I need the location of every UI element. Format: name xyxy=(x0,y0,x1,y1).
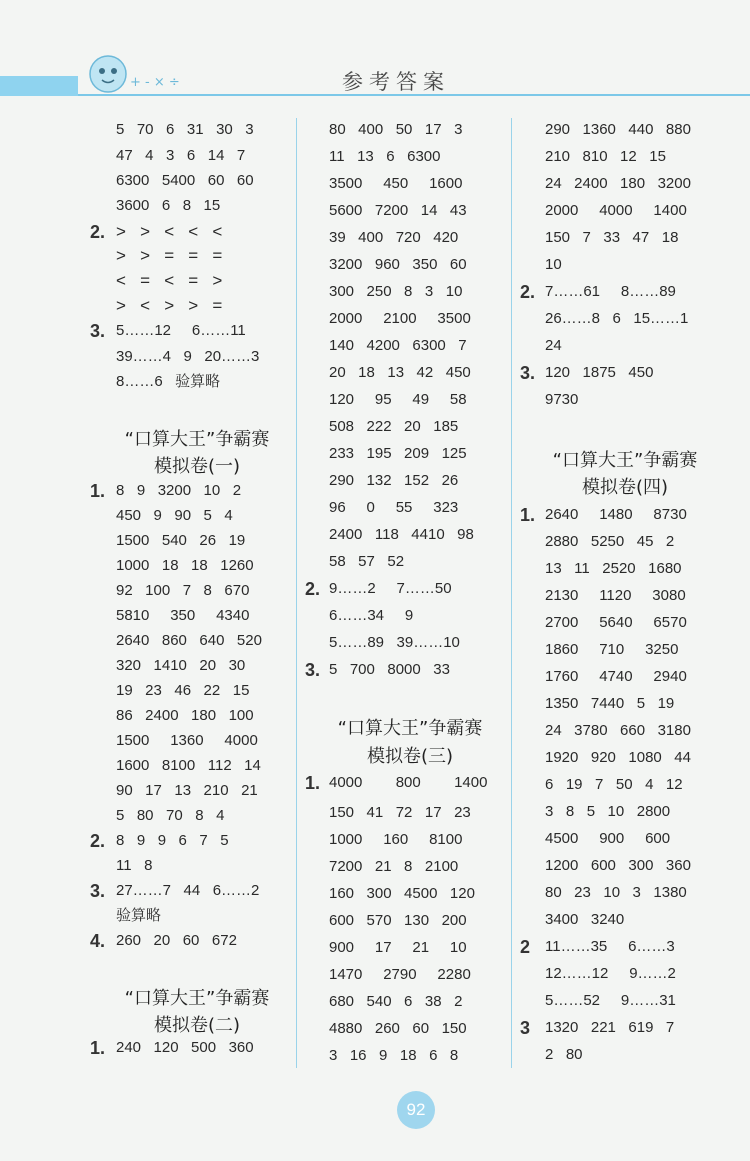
answer-line: 24 3780 660 3180 xyxy=(545,722,691,739)
answer-line: 900 17 21 10 xyxy=(329,939,467,956)
question-number: 2. xyxy=(520,282,536,302)
answer-line: 1760 4740 2940 xyxy=(545,668,687,685)
answer-line: 3200 960 350 60 xyxy=(329,256,467,273)
answer-line: 120 95 49 58 xyxy=(329,391,467,408)
answer-line: 13 11 2520 1680 xyxy=(545,560,682,577)
question-number: 4. xyxy=(90,931,106,951)
answer-line: 2130 1120 3080 xyxy=(545,587,686,604)
answer-line: 320 1410 20 30 xyxy=(116,657,246,674)
answer-line: 3 8 5 10 2800 xyxy=(545,803,671,820)
answer-line: 12……12 9……2 xyxy=(545,965,676,982)
answer-line: 120 1875 450 xyxy=(545,364,654,381)
answer-line: 11 13 6 6300 xyxy=(329,148,441,165)
answer-line: 150 41 72 17 23 xyxy=(329,804,471,821)
answer-line: 1350 7440 5 19 xyxy=(545,695,675,712)
answer-line: 11……35 6……3 xyxy=(545,938,675,955)
answer-line: 2000 4000 1400 xyxy=(545,202,687,219)
section-title: “口算大王”争霸赛 xyxy=(552,450,698,471)
answer-line: 24 2400 180 3200 xyxy=(545,175,691,192)
question-number: 1. xyxy=(90,481,106,501)
answer-line: 27……7 44 6……2 xyxy=(116,882,260,899)
answer-line: 6……34 9 xyxy=(329,607,414,624)
answer-line: 验算略 xyxy=(116,907,162,924)
answer-line: 5……52 9……31 xyxy=(545,992,676,1009)
answer-line: > > < < < xyxy=(116,222,223,241)
answer-line: 300 250 8 3 10 xyxy=(329,283,463,300)
answer-line: 9730 xyxy=(545,391,579,408)
answer-line: 680 540 6 38 2 xyxy=(329,993,463,1010)
answer-line: 1320 221 619 7 xyxy=(545,1019,675,1036)
answer-line: 1000 160 8100 xyxy=(329,831,463,848)
answer-line: 24 xyxy=(545,337,562,354)
answer-line: 5810 350 4340 xyxy=(116,607,250,624)
page-number: 92 xyxy=(397,1091,435,1129)
answer-line: 90 17 13 210 21 xyxy=(116,782,258,799)
answer-line: 5600 7200 14 43 xyxy=(329,202,467,219)
answer-line: 80 400 50 17 3 xyxy=(329,121,463,138)
answer-line: 1600 8100 112 14 xyxy=(116,757,261,774)
answer-line: 19 23 46 22 15 xyxy=(116,682,250,699)
header-band xyxy=(0,76,78,96)
answer-line: 3400 3240 xyxy=(545,911,625,928)
answer-line: 5……89 39……10 xyxy=(329,634,460,651)
answer-line: 47 4 3 6 14 7 xyxy=(116,147,246,164)
answer-line: 1500 540 26 19 xyxy=(116,532,246,549)
answer-line: 6300 5400 60 60 xyxy=(116,172,254,189)
answer-line: 5 70 6 31 30 3 xyxy=(116,121,254,138)
section-subtitle: 模拟卷(三) xyxy=(366,746,454,767)
answer-line: 20 18 13 42 450 xyxy=(329,364,471,381)
answer-line: 3500 450 1600 xyxy=(329,175,463,192)
answer-line: 2700 5640 6570 xyxy=(545,614,687,631)
answer-line: 2880 5250 45 2 xyxy=(545,533,675,550)
answer-line: 2 80 xyxy=(545,1046,583,1063)
answer-line: 4500 900 600 xyxy=(545,830,671,847)
answer-line: 3 16 9 18 6 8 xyxy=(329,1047,459,1064)
answer-line: 5 700 8000 33 xyxy=(329,661,450,678)
answer-line: 600 570 130 200 xyxy=(329,912,467,929)
question-number: 3. xyxy=(305,660,321,680)
page-title: 参考答案 xyxy=(342,70,450,94)
answer-line: 210 810 12 15 xyxy=(545,148,666,165)
answer-line: 150 7 33 47 18 xyxy=(545,229,679,246)
answer-line: 7200 21 8 2100 xyxy=(329,858,459,875)
answer-line: 6 19 7 50 4 12 xyxy=(545,776,683,793)
answer-line: 2400 118 4410 98 xyxy=(329,526,474,543)
answer-line: 96 0 55 323 xyxy=(329,499,459,516)
section-subtitle: 模拟卷(一) xyxy=(153,456,241,477)
answer-line: 4000 800 1400 xyxy=(329,774,488,791)
answer-line: 26……8 6 15……1 xyxy=(545,310,689,327)
answer-line: 5……12 6……11 xyxy=(116,322,246,339)
answer-line: 3600 6 8 15 xyxy=(116,197,221,214)
answer-line: < = < = > xyxy=(116,271,223,290)
answer-line: 86 2400 180 100 xyxy=(116,707,254,724)
answer-line: 80 23 10 3 1380 xyxy=(545,884,687,901)
answer-line: 8 9 3200 10 2 xyxy=(116,482,242,499)
answer-line: 290 1360 440 880 xyxy=(545,121,691,138)
answer-line: 11 8 xyxy=(116,857,153,874)
answer-line: 1860 710 3250 xyxy=(545,641,679,658)
section-title: “口算大王”争霸赛 xyxy=(337,718,483,739)
answer-line: 1470 2790 2280 xyxy=(329,966,471,983)
svg-text:+ - × ÷: + - × ÷ xyxy=(130,75,180,90)
answer-line: 2640 1480 8730 xyxy=(545,506,687,523)
question-number: 3. xyxy=(90,881,106,901)
question-number: 1. xyxy=(90,1038,106,1058)
answer-line: > < > > = xyxy=(116,296,223,315)
answer-line: 1500 1360 4000 xyxy=(116,732,258,749)
question-number: 2. xyxy=(305,579,321,599)
answer-line: 9……2 7……50 xyxy=(329,580,452,597)
answer-line: > > = = = xyxy=(116,246,223,265)
question-number: 3 xyxy=(520,1018,531,1038)
question-number: 1. xyxy=(520,505,536,525)
answer-line: 2640 860 640 520 xyxy=(116,632,262,649)
question-number: 2 xyxy=(520,937,531,957)
answer-line: 1200 600 300 360 xyxy=(545,857,691,874)
answer-line: 450 9 90 5 4 xyxy=(116,507,233,524)
answer-line: 508 222 20 185 xyxy=(329,418,459,435)
section-title: “口算大王”争霸赛 xyxy=(124,429,270,450)
answer-line: 2000 2100 3500 xyxy=(329,310,471,327)
answer-line: 160 300 4500 120 xyxy=(329,885,475,902)
answer-line: 1000 18 18 1260 xyxy=(116,557,254,574)
answer-line: 260 20 60 672 xyxy=(116,932,237,949)
answer-line: 58 57 52 xyxy=(329,553,405,570)
question-number: 1. xyxy=(305,773,321,793)
answer-line: 5 80 70 8 4 xyxy=(116,807,225,824)
answer-line: 7……61 8……89 xyxy=(545,283,676,300)
answer-line: 39 400 720 420 xyxy=(329,229,459,246)
column-divider xyxy=(511,118,512,1068)
question-number: 2. xyxy=(90,222,106,242)
answer-line: 140 4200 6300 7 xyxy=(329,337,467,354)
answer-line: 92 100 7 8 670 xyxy=(116,582,250,599)
answer-line: 1920 920 1080 44 xyxy=(545,749,691,766)
answer-line: 233 195 209 125 xyxy=(329,445,467,462)
answer-line: 39……4 9 20……3 xyxy=(116,348,260,365)
section-subtitle: 模拟卷(二) xyxy=(153,1015,241,1036)
question-number: 3. xyxy=(90,321,106,341)
answer-line: 8……6 验算略 xyxy=(116,373,221,390)
question-number: 3. xyxy=(520,363,536,383)
answer-line: 290 132 152 26 xyxy=(329,472,459,489)
answer-line: 240 120 500 360 xyxy=(116,1039,254,1056)
column-divider xyxy=(296,118,297,1068)
answer-line: 10 xyxy=(545,256,562,273)
answer-line: 4880 260 60 150 xyxy=(329,1020,467,1037)
section-subtitle: 模拟卷(四) xyxy=(581,477,669,498)
mascot-icon xyxy=(80,46,230,96)
answer-line: 8 9 9 6 7 5 xyxy=(116,832,229,849)
question-number: 2. xyxy=(90,831,106,851)
section-title: “口算大王”争霸赛 xyxy=(124,988,270,1009)
